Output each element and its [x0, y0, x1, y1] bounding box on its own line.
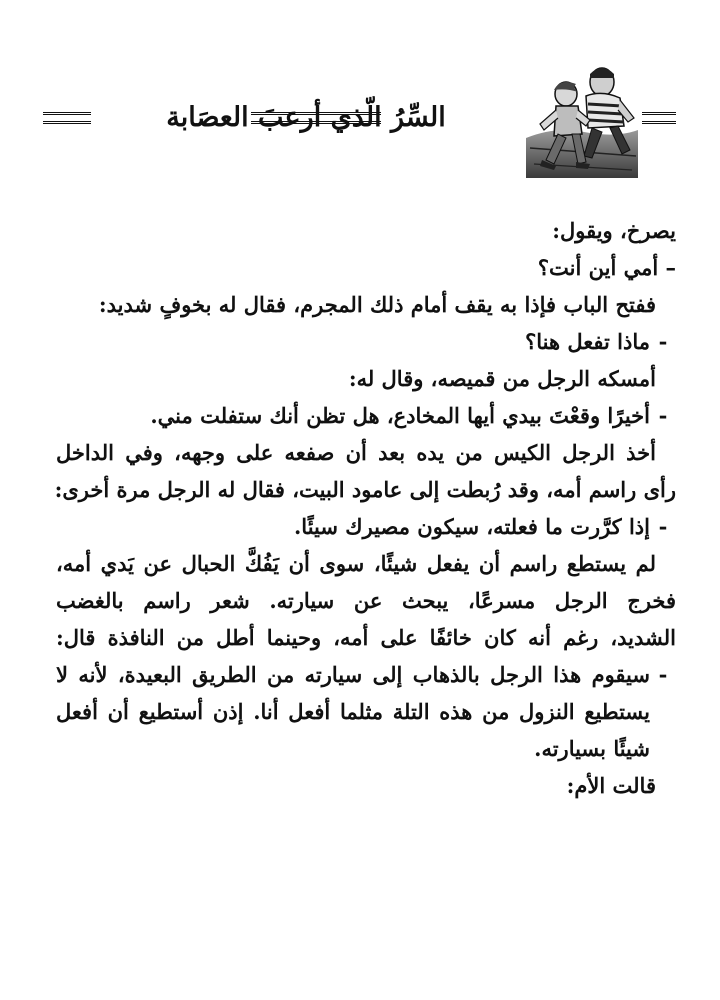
text-line: رأى راسم أمه، وقد رُبطت إلى عامود البيت، فقال له الرجل مرة أخرى: — [54, 477, 676, 502]
story-text — [56, 212, 676, 804]
text-line: قالت الأم: — [566, 773, 656, 798]
dialogue-text: أخيرًا وقعْتَ بيدي أيها المخادع، هل تظن أنك ستفلت مني. — [150, 403, 650, 428]
text-line: يصرخ، ويقول: — [552, 218, 676, 243]
text-line: الشديد، رغم أنه كان خائفًا على أمه، وحينما أطل من النافذة قال: — [56, 625, 676, 650]
page-header — [40, 60, 676, 180]
header-rule-right — [642, 112, 676, 124]
dialogue-text: سيقوم هذا الرجل بالذهاب إلى سيارته من الطريق البعيدة، لأنه لا — [56, 662, 650, 687]
dialogue-dash: - — [658, 514, 668, 539]
page-title: السِّرُ الّذي أرعبَ العصَابة — [166, 102, 446, 133]
running-figures-illustration — [526, 60, 638, 178]
dialogue-dash: - — [658, 662, 668, 687]
dialogue-text: ماذا تفعل هنا؟ — [525, 329, 650, 354]
text-line: فخرج الرجل مسرعًا، يبحث عن سيارته. شعر راسم بالغضب — [56, 588, 676, 613]
text-line: يستطيع النزول من هذه التلة مثلما أفعل أنا. إذن أستطيع أن أفعل — [56, 699, 650, 724]
dialogue-line — [56, 656, 676, 693]
dialogue-dash: - — [658, 329, 668, 354]
dialogue-text: إذا كرَّرت ما فعلته، سيكون مصيرك سيئًا. — [294, 514, 650, 539]
header-rule-left — [43, 112, 91, 124]
dialogue-line — [56, 397, 676, 434]
dialogue-dash: - — [658, 403, 668, 428]
text-line: – أمي أين أنت؟ — [537, 255, 676, 280]
text-line: ففتح الباب فإذا به يقف أمام ذلك المجرم، فقال له بخوفٍ شديد: — [98, 292, 656, 317]
text-line: لم يستطع راسم أن يفعل شيئًا، سوى أن يَفُكَّ الحبال عن يَدي أمه، — [56, 551, 656, 576]
text-line: أخذ الرجل الكيس من يده بعد أن صفعه على وجهه، وفي الداخل — [56, 440, 656, 465]
dialogue-line — [56, 508, 676, 545]
text-line: أمسكه الرجل من قميصه، وقال له: — [348, 366, 656, 391]
dialogue-line — [56, 323, 676, 360]
text-line: شيئًا بسيارته. — [534, 736, 650, 761]
